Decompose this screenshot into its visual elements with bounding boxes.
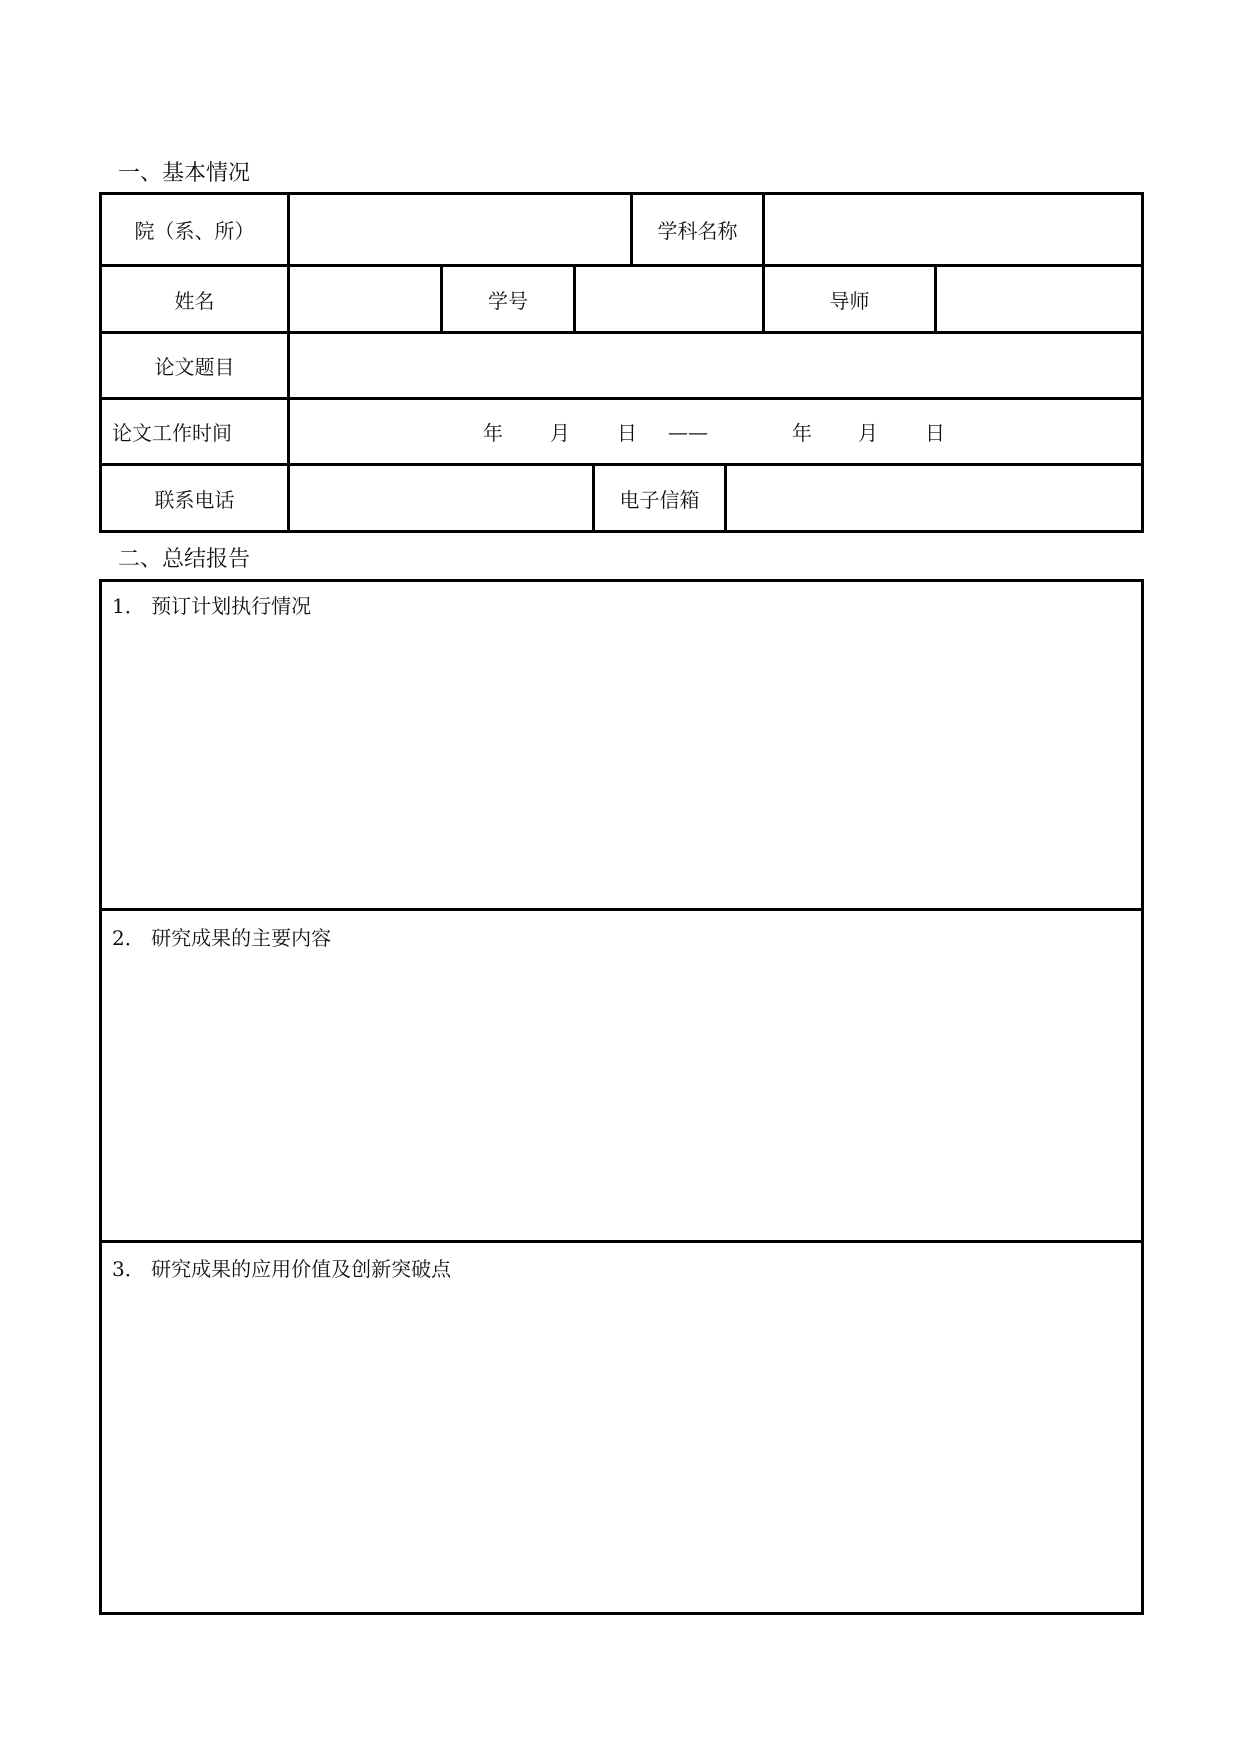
- report-item-2-label: 2． 研究成果的主要内容: [112, 926, 332, 950]
- label-advisor: 导师: [829, 288, 870, 313]
- label-dept: 院（系、所）: [134, 219, 255, 243]
- report-item-3-label: 3． 研究成果的应用价值及创新突破点: [112, 1257, 452, 1281]
- divider: [99, 908, 1144, 911]
- divider: [99, 1240, 1144, 1243]
- section-1-title: 一、基本情况: [118, 161, 251, 186]
- year-1: 年: [483, 421, 503, 445]
- section-2-title: 二、总结报告: [118, 547, 251, 572]
- work-time-field[interactable]: [290, 400, 1141, 463]
- month-1: 月: [550, 421, 570, 445]
- thesis-title-field[interactable]: [290, 334, 1141, 397]
- report-item-1-label: 1． 预订计划执行情况: [112, 594, 312, 618]
- label-work-time: 论文工作时间: [112, 421, 232, 445]
- day-2: 日: [925, 421, 945, 445]
- label-phone: 联系电话: [154, 487, 235, 512]
- label-email: 电子信箱: [619, 487, 700, 512]
- label-name: 姓名: [174, 288, 215, 313]
- year-2: 年: [792, 421, 812, 445]
- day-1: 日: [617, 421, 637, 445]
- name-field[interactable]: [290, 267, 440, 331]
- date-dash: ——: [668, 419, 708, 444]
- dept-field[interactable]: [290, 195, 630, 264]
- student-id-field[interactable]: [576, 267, 762, 331]
- month-2: 月: [858, 421, 878, 445]
- label-thesis-title: 论文题目: [154, 355, 235, 379]
- label-student-id: 学号: [488, 288, 528, 313]
- label-subject: 学科名称: [657, 219, 738, 243]
- email-field[interactable]: [727, 466, 1141, 530]
- advisor-field[interactable]: [937, 267, 1141, 331]
- phone-field[interactable]: [290, 466, 592, 530]
- subject-field[interactable]: [765, 195, 1141, 264]
- summary-report-box: [99, 579, 1144, 1615]
